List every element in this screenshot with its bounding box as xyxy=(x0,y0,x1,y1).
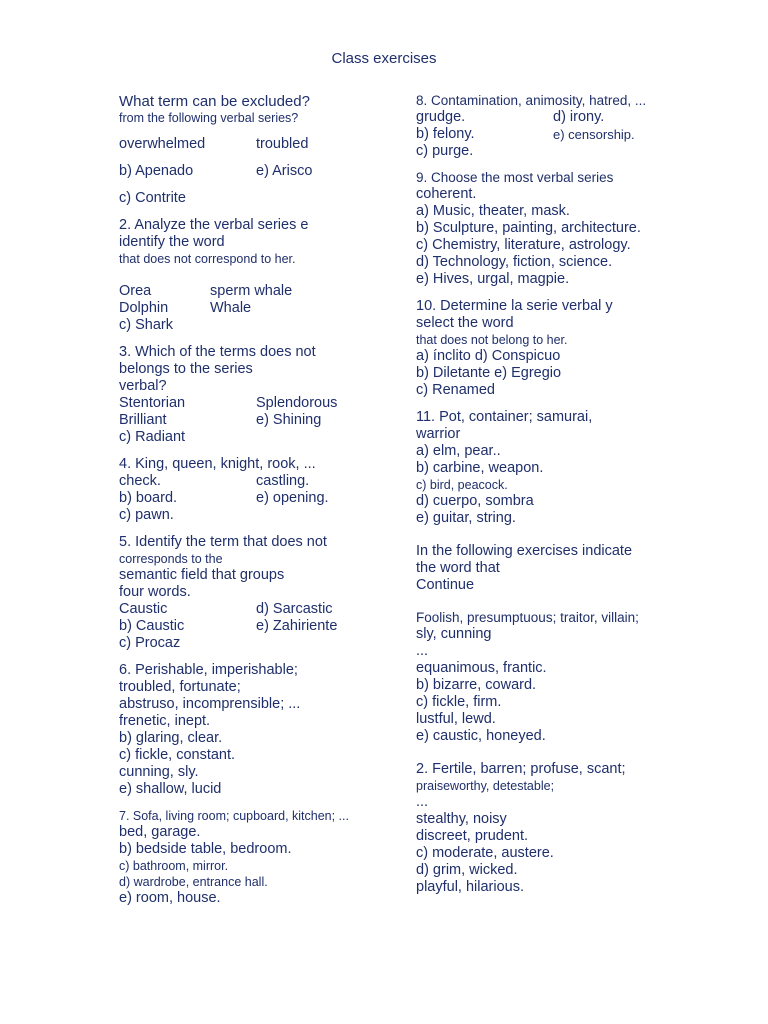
question-10 xyxy=(416,298,716,399)
q3-options-row-2 xyxy=(119,412,379,429)
q1-option-c: c) Contrite xyxy=(119,190,186,206)
q1-option-a: overwhelmed xyxy=(119,136,206,152)
q8-option-c: c) purge. xyxy=(416,143,474,159)
question-3 xyxy=(119,344,379,446)
q7-line-5: d) wardrobe, entrance hall. xyxy=(119,875,268,889)
e2-line-5: discreet, prudent. xyxy=(416,828,529,844)
q11-line-5: c) bird, peacock. xyxy=(416,478,508,492)
q3-option-d: Splendorous xyxy=(256,395,338,411)
e1-line-7: lustful, lewd. xyxy=(416,711,496,727)
q4-option-b: b) board. xyxy=(119,490,178,506)
q8-options-row-2 xyxy=(416,126,716,143)
q2-options-row-1 xyxy=(119,283,379,300)
question-9 xyxy=(416,170,716,288)
q6-line-4: frenetic, inept. xyxy=(119,713,211,729)
instructions xyxy=(416,543,716,594)
e1-line-8: e) caustic, honeyed. xyxy=(416,728,546,744)
e1-line-4: equanimous, frantic. xyxy=(416,660,547,676)
q10-line-5: b) Diletante e) Egregio xyxy=(416,365,562,381)
q4-option-a: check. xyxy=(119,473,161,489)
q3-options-row-1 xyxy=(119,395,379,412)
q11-line-1: 11. Pot, container; samurai, xyxy=(416,409,593,425)
q10-line-4: a) ínclito d) Conspicuo xyxy=(416,348,561,364)
q7-line-3: b) bedside table, bedroom. xyxy=(119,841,292,857)
q8-option-b: b) felony. xyxy=(416,126,475,142)
q9-line-6: d) Technology, fiction, science. xyxy=(416,254,613,270)
instructions-line-3: Continue xyxy=(416,577,475,593)
question-8 xyxy=(416,93,716,160)
q4-options-row-2 xyxy=(119,490,379,507)
q1-line-1: What term can be excluded? xyxy=(119,93,310,110)
question-4 xyxy=(119,456,379,524)
q9-line-5: c) Chemistry, literature, astrology. xyxy=(416,237,631,253)
q8-option-a: grudge. xyxy=(416,109,466,125)
q9-line-1: 9. Choose the most verbal series xyxy=(416,170,614,185)
e2-line-8: playful, hilarious. xyxy=(416,879,524,895)
q6-line-2: troubled, fortunate; xyxy=(119,679,241,695)
q5-option-a: Caustic xyxy=(119,601,168,617)
q8-options-row-1 xyxy=(416,109,716,126)
right-column xyxy=(416,93,716,896)
q5-options-row-2 xyxy=(119,618,379,635)
q5-option-d: d) Sarcastic xyxy=(256,601,333,617)
q2-line-3: that does not correspond to her. xyxy=(119,252,296,266)
q1-option-b: b) Apenado xyxy=(119,163,194,179)
e2-line-2: praiseworthy, detestable; xyxy=(416,779,555,793)
q10-line-2: select the word xyxy=(416,315,514,331)
left-column xyxy=(119,93,379,907)
q2-options-row-2 xyxy=(119,300,379,317)
q5-line-4: four words. xyxy=(119,584,191,600)
q4-option-c: c) pawn. xyxy=(119,507,174,523)
q9-line-7: e) Hives, urgal, magpie. xyxy=(416,271,570,287)
q7-line-1: 7. Sofa, living room; cupboard, kitchen; ... xyxy=(119,809,349,823)
e2-line-3: ... xyxy=(416,794,429,810)
q5-line-3: semantic field that groups xyxy=(119,567,285,583)
e2-line-1: 2. Fertile, barren; profuse, scant; xyxy=(416,761,626,777)
q3-line-2: belongs to the series xyxy=(119,361,253,377)
q2-option-c: c) Shark xyxy=(119,317,173,333)
q11-line-2: warrior xyxy=(416,426,461,442)
q1-option-d: troubled xyxy=(256,136,309,152)
question-2 xyxy=(119,217,379,334)
q5-line-2: corresponds to the xyxy=(119,552,223,566)
q3-option-c: c) Radiant xyxy=(119,429,186,445)
q5-option-c: c) Procaz xyxy=(119,635,181,651)
q4-option-d: castling. xyxy=(256,473,310,489)
q6-line-8: e) shallow, lucid xyxy=(119,781,222,797)
exercise-1 xyxy=(416,610,716,745)
q10-line-3: that does not belong to her. xyxy=(416,333,568,347)
q3-line-1: 3. Which of the terms does not xyxy=(119,344,316,360)
q7-line-2: bed, garage. xyxy=(119,824,201,840)
page-title: Class exercises xyxy=(331,50,437,67)
q3-option-a: Stentorian xyxy=(119,395,186,411)
q2-line-2: identify the word xyxy=(119,234,225,250)
q5-line-1: 5. Identify the term that does not xyxy=(119,534,327,550)
q5-option-e: e) Zahiriente xyxy=(256,618,338,634)
e1-line-3: ... xyxy=(416,643,429,659)
question-7 xyxy=(119,808,379,907)
instructions-line-1: In the following exercises indicate xyxy=(416,543,633,559)
q1-options-row-1 xyxy=(119,136,379,153)
instructions-line-2: the word that xyxy=(416,560,500,576)
q3-line-3: verbal? xyxy=(119,378,167,394)
e2-line-7: d) grim, wicked. xyxy=(416,862,518,878)
q8-option-e: e) censorship. xyxy=(553,127,635,142)
e1-line-1: Foolish, presumptuous; traitor, villain; xyxy=(416,610,639,625)
q11-line-3: a) elm, pear.. xyxy=(416,443,501,459)
q8-option-d: d) irony. xyxy=(553,109,605,125)
question-6 xyxy=(119,662,379,798)
question-1 xyxy=(119,93,379,207)
q2-option-b: Dolphin xyxy=(119,300,169,316)
q6-line-7: cunning, sly. xyxy=(119,764,199,780)
q7-line-4: c) bathroom, mirror. xyxy=(119,859,229,873)
q4-options-row-1 xyxy=(119,473,379,490)
q6-line-3: abstruso, incomprensible; ... xyxy=(119,696,301,712)
q9-line-3: a) Music, theater, mask. xyxy=(416,203,570,219)
q2-option-a: Orea xyxy=(119,283,152,299)
e1-line-6: c) fickle, firm. xyxy=(416,694,502,710)
q8-line-1: 8. Contamination, animosity, hatred, ... xyxy=(416,93,647,108)
q3-option-e: e) Shining xyxy=(256,412,322,428)
q9-line-4: b) Sculpture, painting, architecture. xyxy=(416,220,641,236)
q10-line-1: 10. Determine la serie verbal y xyxy=(416,298,613,314)
q4-option-e: e) opening. xyxy=(256,490,329,506)
q6-line-5: b) glaring, clear. xyxy=(119,730,223,746)
q1-option-e: e) Arisco xyxy=(256,163,313,179)
q6-line-6: c) fickle, constant. xyxy=(119,747,236,763)
e1-line-5: b) bizarre, coward. xyxy=(416,677,537,693)
q1-line-2: from the following verbal series? xyxy=(119,111,299,125)
e1-line-2: sly, cunning xyxy=(416,626,492,642)
q10-line-6: c) Renamed xyxy=(416,382,495,398)
q6-line-1: 6. Perishable, imperishable; xyxy=(119,662,298,678)
exercise-2 xyxy=(416,761,716,896)
q2-option-d: sperm whale xyxy=(210,283,293,299)
q11-line-7: e) guitar, string. xyxy=(416,510,516,526)
q9-line-2: coherent. xyxy=(416,186,477,202)
e2-line-6: c) moderate, austere. xyxy=(416,845,554,861)
q3-option-b: Brilliant xyxy=(119,412,167,428)
q11-line-6: d) cuerpo, sombra xyxy=(416,493,534,509)
question-11 xyxy=(416,409,716,527)
q1-options-row-2 xyxy=(119,163,379,180)
q11-line-4: b) carbine, weapon. xyxy=(416,460,544,476)
q2-line-1: 2. Analyze the verbal series e xyxy=(119,217,309,233)
q2-option-e: Whale xyxy=(210,300,252,316)
question-5 xyxy=(119,534,379,652)
q5-options-row-1 xyxy=(119,601,379,618)
q4-line-1: 4. King, queen, knight, rook, ... xyxy=(119,456,316,472)
q7-line-6: e) room, house. xyxy=(119,890,221,906)
e2-line-4: stealthy, noisy xyxy=(416,811,507,827)
q5-option-b: b) Caustic xyxy=(119,618,185,634)
